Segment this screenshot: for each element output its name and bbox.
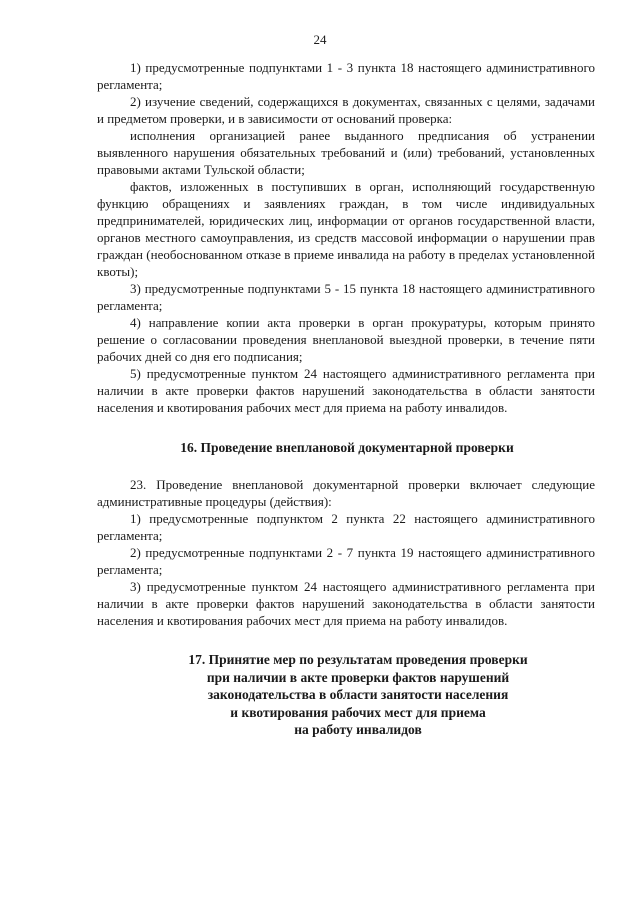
section-16-heading: 16. Проведение внеплановой документарной проверки [180, 440, 514, 455]
paragraph-23-item-2: 2) предусмотренные подпунктами 2 - 7 пункта 19 настоящего административного регламента; [97, 545, 595, 577]
document-body [97, 59, 595, 739]
paragraph-item-1-subpoints-18: 1) предусмотренные подпунктами 1 - 3 пункта 18 настоящего административного регламента; [97, 60, 595, 92]
paragraph-item-4-prosecutor-copy: 4) направление копии акта проверки в орган прокуратуры, которым принято решение о согласовании проведения внеплановой выездной проверки, в течение пяти рабочих дней со дня его подписания; [97, 315, 595, 364]
section-17-heading [97, 651, 595, 739]
paragraph-item-3-subpoints-5-15: 3) предусмотренные подпунктами 5 - 15 пункта 18 настоящего административного регламента; [97, 281, 595, 313]
paragraph-23-item-3: 3) предусмотренные пунктом 24 настоящего административного регламента при наличии в акте проверки фактов нарушений законодательства в области занятости населения и квотирования рабочих мест для приема на работу инвалидов. [97, 579, 595, 628]
section-17-heading-line: законодательства в области занятости населения [207, 687, 509, 702]
paragraph-item-5-point-24: 5) предусмотренные пунктом 24 настоящего административного регламента при наличии в акте проверки фактов нарушений законодательства в области занятости населения и квотирования рабочих мест для приема на работу инвалидов. [97, 366, 595, 415]
paragraph-facts-in-appeals: фактов, изложенных в поступивших в орган, исполняющий государственную функцию обращениях и заявлениях граждан, в том числе индивидуальных предпринимателей, юридических лиц, информации от органов государственной власти, органов местного самоуправления, из средств массовой информации о нарушении прав граждан (необоснованном отказе в приеме инвалида на работу в пределах установленной квоты); [97, 179, 595, 279]
section-17-heading-line: при наличии в акте проверки фактов нарушений [206, 669, 510, 685]
paragraph-23-intro: 23. Проведение внеплановой документарной проверки включает следующие административные процедуры (действия): [97, 477, 595, 509]
paragraph-23-item-1: 1) предусмотренные подпунктом 2 пункта 22 настоящего административного регламента; [97, 511, 595, 543]
paragraph-prescription-execution: исполнения организацией ранее выданного предписания об устранении выявленного нарушения обязательных требований и (или) требований, установленных правовыми актами Тульской области; [97, 128, 595, 177]
section-17-heading-line: и квотирования рабочих мест для приема [230, 704, 486, 720]
paragraph-item-2-study-info: 2) изучение сведений, содержащихся в документах, связанных с целями, задачами и предметом проверки, и в зависимости от оснований проверка: [97, 94, 595, 126]
section-17-heading-line: на работу инвалидов [294, 722, 422, 737]
page-number: 24 [313, 32, 327, 47]
section-17-heading-line: 17. Принятие мер по результатам проведения проверки [188, 652, 528, 667]
